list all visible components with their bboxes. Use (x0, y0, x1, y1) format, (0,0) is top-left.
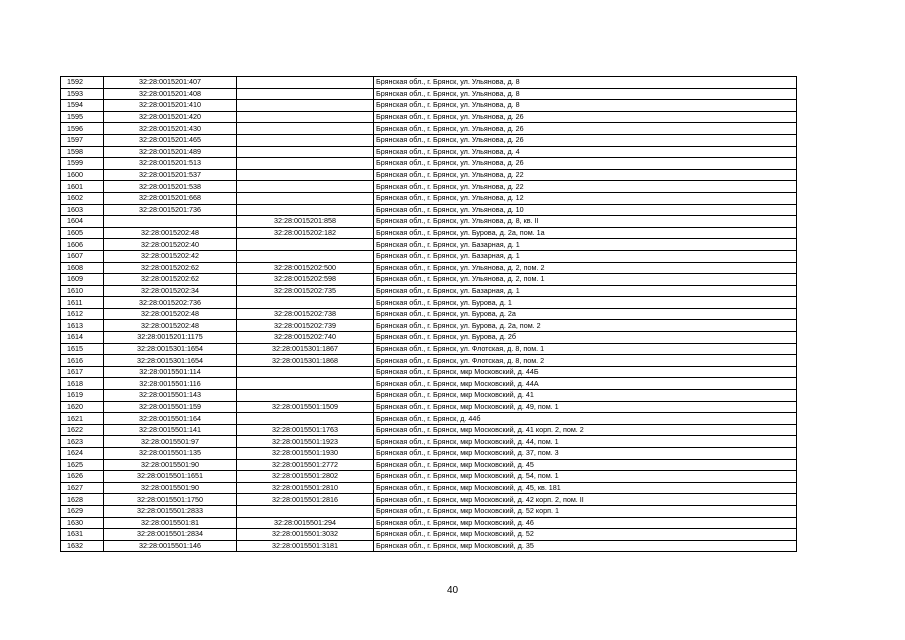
table-row (61, 88, 797, 100)
row-number-cell: 1617 (61, 366, 104, 378)
address-cell: Брянская обл., г. Брянск, ул. Флотская, д. 8, пом. 2 (374, 355, 797, 367)
table-row (61, 250, 797, 262)
building-number-cell (237, 134, 374, 146)
row-number-cell: 1609 (61, 274, 104, 286)
building-number-cell: 32:28:0015501:1509 (237, 401, 374, 413)
table-row (61, 390, 797, 402)
table-row (61, 158, 797, 170)
land-plot-number-cell: 32:28:0015501:114 (104, 366, 237, 378)
building-number-cell (237, 239, 374, 251)
building-number-cell (237, 192, 374, 204)
table-row (61, 77, 797, 89)
land-plot-number-cell: 32:28:0015501:143 (104, 390, 237, 402)
address-cell: Брянская обл., г. Брянск, ул. Базарная, д. 1 (374, 285, 797, 297)
building-number-cell (237, 390, 374, 402)
row-number-cell: 1601 (61, 181, 104, 193)
table-row (61, 181, 797, 193)
table-row (61, 401, 797, 413)
address-cell: Брянская обл., г. Брянск, мкр Московский, д. 35 (374, 540, 797, 552)
address-cell: Брянская обл., г. Брянск, мкр Московский, д. 45 (374, 459, 797, 471)
address-cell: Брянская обл., г. Брянск, ул. Ульянова, д. 22 (374, 181, 797, 193)
land-plot-number-cell: 32:28:0015201:537 (104, 169, 237, 181)
address-cell: Брянская обл., г. Брянск, ул. Бурова, д. 2а, пом. 2 (374, 320, 797, 332)
land-plot-number-cell: 32:28:0015501:81 (104, 517, 237, 529)
building-number-cell: 32:28:0015301:1867 (237, 343, 374, 355)
land-plot-number-cell: 32:28:0015501:141 (104, 424, 237, 436)
table-row (61, 332, 797, 344)
building-number-cell: 32:28:0015501:1930 (237, 448, 374, 460)
building-number-cell: 32:28:0015501:2816 (237, 494, 374, 506)
address-cell: Брянская обл., г. Брянск, ул. Ульянова, д. 8 (374, 100, 797, 112)
land-plot-number-cell: 32:28:0015201:407 (104, 77, 237, 89)
table-row (61, 517, 797, 529)
row-number-cell: 1628 (61, 494, 104, 506)
land-plot-number-cell: 32:28:0015201:465 (104, 134, 237, 146)
table-row (61, 436, 797, 448)
row-number-cell: 1613 (61, 320, 104, 332)
address-cell: Брянская обл., г. Брянск, ул. Флотская, д. 8, пом. 1 (374, 343, 797, 355)
table-row (61, 343, 797, 355)
building-number-cell (237, 100, 374, 112)
land-plot-number-cell: 32:28:0015501:135 (104, 448, 237, 460)
table-row (61, 494, 797, 506)
address-cell: Брянская обл., г. Брянск, мкр Московский, д. 49, пом. 1 (374, 401, 797, 413)
row-number-cell: 1595 (61, 111, 104, 123)
row-number-cell: 1630 (61, 517, 104, 529)
table-row (61, 413, 797, 425)
table-row (61, 111, 797, 123)
building-number-cell (237, 378, 374, 390)
building-number-cell (237, 88, 374, 100)
land-plot-number-cell: 32:28:0015202:34 (104, 285, 237, 297)
address-cell: Брянская обл., г. Брянск, ул. Ульянова, д. 2, пом. 1 (374, 274, 797, 286)
row-number-cell: 1596 (61, 123, 104, 135)
address-cell: Брянская обл., г. Брянск, мкр Московский, д. 45, кв. 181 (374, 482, 797, 494)
row-number-cell: 1602 (61, 192, 104, 204)
table-row (61, 482, 797, 494)
address-cell: Брянская обл., г. Брянск, мкр Московский, д. 41 корп. 2, пом. 2 (374, 424, 797, 436)
building-number-cell (237, 123, 374, 135)
building-number-cell: 32:28:0015202:738 (237, 308, 374, 320)
building-number-cell (237, 505, 374, 517)
land-plot-number-cell: 32:28:0015201:1175 (104, 332, 237, 344)
row-number-cell: 1611 (61, 297, 104, 309)
land-plot-number-cell: 32:28:0015201:513 (104, 158, 237, 170)
table-row (61, 100, 797, 112)
row-number-cell: 1629 (61, 505, 104, 517)
land-plot-number-cell: 32:28:0015201:668 (104, 192, 237, 204)
building-number-cell (237, 77, 374, 89)
building-number-cell (237, 111, 374, 123)
table-row (61, 471, 797, 483)
row-number-cell: 1627 (61, 482, 104, 494)
address-cell: Брянская обл., г. Брянск, мкр Московский, д. 37, пом. 3 (374, 448, 797, 460)
document-page (60, 76, 797, 552)
page-number: 40 (446, 585, 459, 596)
land-plot-number-cell: 32:28:0015501:97 (104, 436, 237, 448)
cadastral-table (60, 76, 797, 552)
land-plot-number-cell: 32:28:0015201:736 (104, 204, 237, 216)
land-plot-number-cell: 32:28:0015501:116 (104, 378, 237, 390)
row-number-cell: 1600 (61, 169, 104, 181)
building-number-cell: 32:28:0015202:500 (237, 262, 374, 274)
address-cell: Брянская обл., г. Брянск, ул. Ульянова, д. 26 (374, 134, 797, 146)
building-number-cell (237, 181, 374, 193)
building-number-cell: 32:28:0015501:294 (237, 517, 374, 529)
address-cell: Брянская обл., г. Брянск, ул. Ульянова, д. 8, кв. II (374, 216, 797, 228)
row-number-cell: 1605 (61, 227, 104, 239)
address-cell: Брянская обл., г. Брянск, ул. Ульянова, д. 10 (374, 204, 797, 216)
row-number-cell: 1616 (61, 355, 104, 367)
row-number-cell: 1618 (61, 378, 104, 390)
building-number-cell (237, 297, 374, 309)
address-cell: Брянская обл., г. Брянск, ул. Бурова, д. 2а, пом. 1а (374, 227, 797, 239)
building-number-cell (237, 146, 374, 158)
address-cell: Брянская обл., г. Брянск, ул. Базарная, д. 1 (374, 239, 797, 251)
land-plot-number-cell: 32:28:0015201:489 (104, 146, 237, 158)
building-number-cell (237, 169, 374, 181)
building-number-cell: 32:28:0015202:598 (237, 274, 374, 286)
building-number-cell (237, 158, 374, 170)
building-number-cell: 32:28:0015501:2772 (237, 459, 374, 471)
address-cell: Брянская обл., г. Брянск, мкр Московский, д. 46 (374, 517, 797, 529)
table-row (61, 204, 797, 216)
row-number-cell: 1597 (61, 134, 104, 146)
row-number-cell: 1603 (61, 204, 104, 216)
row-number-cell: 1626 (61, 471, 104, 483)
land-plot-number-cell: 32:28:0015501:90 (104, 459, 237, 471)
table-row (61, 540, 797, 552)
address-cell: Брянская обл., г. Брянск, ул. Ульянова, д. 8 (374, 77, 797, 89)
land-plot-number-cell: 32:28:0015501:159 (104, 401, 237, 413)
building-number-cell: 32:28:0015202:182 (237, 227, 374, 239)
building-number-cell: 32:28:0015202:740 (237, 332, 374, 344)
building-number-cell (237, 366, 374, 378)
land-plot-number-cell: 32:28:0015301:1654 (104, 343, 237, 355)
table-row (61, 274, 797, 286)
land-plot-number-cell: 32:28:0015202:48 (104, 320, 237, 332)
table-row (61, 123, 797, 135)
address-cell: Брянская обл., г. Брянск, ул. Ульянова, д. 2, пом. 2 (374, 262, 797, 274)
table-row (61, 424, 797, 436)
table-row (61, 448, 797, 460)
building-number-cell: 32:28:0015501:3032 (237, 529, 374, 541)
row-number-cell: 1608 (61, 262, 104, 274)
land-plot-number-cell: 32:28:0015501:2834 (104, 529, 237, 541)
table-row (61, 216, 797, 228)
land-plot-number-cell: 32:28:0015202:62 (104, 262, 237, 274)
table-body (61, 77, 797, 552)
building-number-cell (237, 413, 374, 425)
table-row (61, 378, 797, 390)
land-plot-number-cell: 32:28:0015202:62 (104, 274, 237, 286)
address-cell: Брянская обл., г. Брянск, ул. Ульянова, д. 4 (374, 146, 797, 158)
land-plot-number-cell: 32:28:0015301:1654 (104, 355, 237, 367)
row-number-cell: 1604 (61, 216, 104, 228)
land-plot-number-cell: 32:28:0015201:538 (104, 181, 237, 193)
row-number-cell: 1610 (61, 285, 104, 297)
address-cell: Брянская обл., г. Брянск, ул. Базарная, д. 1 (374, 250, 797, 262)
address-cell: Брянская обл., г. Брянск, ул. Ульянова, д. 22 (374, 169, 797, 181)
building-number-cell: 32:28:0015501:1763 (237, 424, 374, 436)
address-cell: Брянская обл., г. Брянск, мкр Московский, д. 52 корп. 1 (374, 505, 797, 517)
land-plot-number-cell: 32:28:0015501:90 (104, 482, 237, 494)
building-number-cell (237, 204, 374, 216)
address-cell: Брянская обл., г. Брянск, мкр Московский, д. 44А (374, 378, 797, 390)
table-row (61, 227, 797, 239)
address-cell: Брянская обл., г. Брянск, ул. Ульянова, д. 26 (374, 111, 797, 123)
address-cell: Брянская обл., г. Брянск, мкр Московский, д. 44, пом. 1 (374, 436, 797, 448)
row-number-cell: 1623 (61, 436, 104, 448)
row-number-cell: 1631 (61, 529, 104, 541)
row-number-cell: 1622 (61, 424, 104, 436)
land-plot-number-cell: 32:28:0015202:40 (104, 239, 237, 251)
address-cell: Брянская обл., г. Брянск, ул. Ульянова, д. 26 (374, 158, 797, 170)
table-row (61, 146, 797, 158)
land-plot-number-cell: 32:28:0015202:736 (104, 297, 237, 309)
row-number-cell: 1607 (61, 250, 104, 262)
row-number-cell: 1598 (61, 146, 104, 158)
land-plot-number-cell: 32:28:0015201:408 (104, 88, 237, 100)
table-row (61, 308, 797, 320)
building-number-cell: 32:28:0015501:3181 (237, 540, 374, 552)
land-plot-number-cell: 32:28:0015201:410 (104, 100, 237, 112)
table-row (61, 505, 797, 517)
building-number-cell: 32:28:0015202:739 (237, 320, 374, 332)
address-cell: Брянская обл., г. Брянск, мкр Московский, д. 44Б (374, 366, 797, 378)
row-number-cell: 1594 (61, 100, 104, 112)
row-number-cell: 1625 (61, 459, 104, 471)
address-cell: Брянская обл., г. Брянск, ул. Ульянова, д. 8 (374, 88, 797, 100)
land-plot-number-cell: 32:28:0015501:1651 (104, 471, 237, 483)
table-row (61, 459, 797, 471)
row-number-cell: 1612 (61, 308, 104, 320)
address-cell: Брянская обл., г. Брянск, ул. Бурова, д. 2б (374, 332, 797, 344)
address-cell: Брянская обл., г. Брянск, ул. Бурова, д. 2а (374, 308, 797, 320)
building-number-cell: 32:28:0015201:858 (237, 216, 374, 228)
table-row (61, 529, 797, 541)
row-number-cell: 1620 (61, 401, 104, 413)
table-row (61, 355, 797, 367)
land-plot-number-cell: 32:28:0015501:164 (104, 413, 237, 425)
address-cell: Брянская обл., г. Брянск, ул. Ульянова, д. 12 (374, 192, 797, 204)
building-number-cell: 32:28:0015301:1868 (237, 355, 374, 367)
address-cell: Брянская обл., г. Брянск, мкр Московский, д. 41 (374, 390, 797, 402)
land-plot-number-cell: 32:28:0015201:430 (104, 123, 237, 135)
table-row (61, 169, 797, 181)
land-plot-number-cell: 32:28:0015501:2833 (104, 505, 237, 517)
land-plot-number-cell: 32:28:0015201:420 (104, 111, 237, 123)
row-number-cell: 1632 (61, 540, 104, 552)
row-number-cell: 1615 (61, 343, 104, 355)
table-row (61, 239, 797, 251)
address-cell: Брянская обл., г. Брянск, мкр Московский, д. 54, пом. 1 (374, 471, 797, 483)
address-cell: Брянская обл., г. Брянск, ул. Ульянова, д. 26 (374, 123, 797, 135)
row-number-cell: 1606 (61, 239, 104, 251)
address-cell: Брянская обл., г. Брянск, мкр Московский, д. 42 корп. 2, пом. II (374, 494, 797, 506)
row-number-cell: 1593 (61, 88, 104, 100)
row-number-cell: 1592 (61, 77, 104, 89)
building-number-cell (237, 250, 374, 262)
table-row (61, 285, 797, 297)
table-row (61, 297, 797, 309)
table-row (61, 320, 797, 332)
land-plot-number-cell: 32:28:0015202:48 (104, 308, 237, 320)
land-plot-number-cell: 32:28:0015501:1750 (104, 494, 237, 506)
table-row (61, 192, 797, 204)
building-number-cell: 32:28:0015501:2810 (237, 482, 374, 494)
building-number-cell: 32:28:0015202:735 (237, 285, 374, 297)
row-number-cell: 1599 (61, 158, 104, 170)
land-plot-number-cell: 32:28:0015202:42 (104, 250, 237, 262)
table-row (61, 262, 797, 274)
land-plot-number-cell: 32:28:0015501:146 (104, 540, 237, 552)
address-cell: Брянская обл., г. Брянск, ул. Бурова, д. 1 (374, 297, 797, 309)
address-cell: Брянская обл., г. Брянск, мкр Московский, д. 52 (374, 529, 797, 541)
address-cell: Брянская обл., г. Брянск, д. 44б (374, 413, 797, 425)
row-number-cell: 1624 (61, 448, 104, 460)
row-number-cell: 1621 (61, 413, 104, 425)
land-plot-number-cell (104, 216, 237, 228)
table-row (61, 366, 797, 378)
row-number-cell: 1614 (61, 332, 104, 344)
building-number-cell: 32:28:0015501:1923 (237, 436, 374, 448)
table-row (61, 134, 797, 146)
building-number-cell: 32:28:0015501:2802 (237, 471, 374, 483)
row-number-cell: 1619 (61, 390, 104, 402)
land-plot-number-cell: 32:28:0015202:48 (104, 227, 237, 239)
